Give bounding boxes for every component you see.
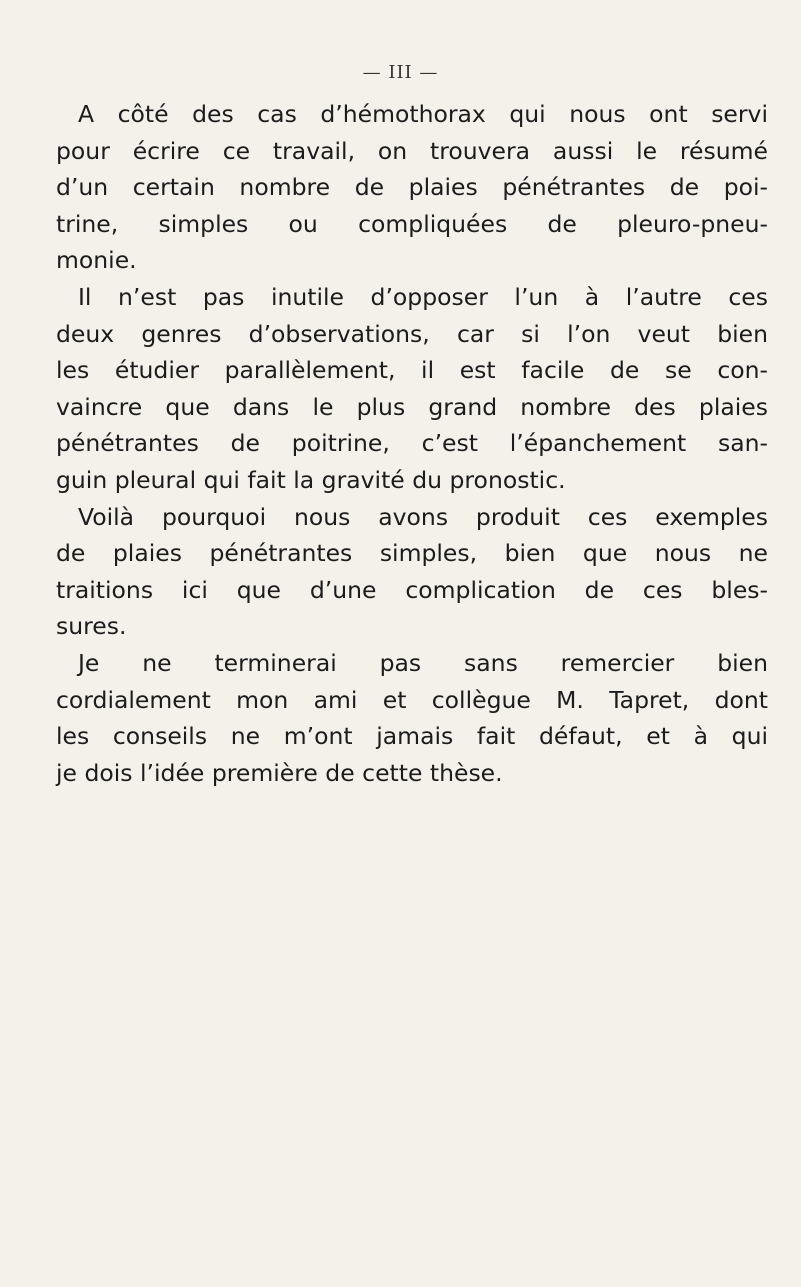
text-line: vaincre que dans le plus grand nombre des plaies [56,392,768,421]
text-line: Voilà pourquoi nous avons produit ces exemples [78,502,768,531]
text-line: pour écrire ce travail, on trouvera aussi le résumé [56,136,768,165]
text-line: de plaies pénétrantes simples, bien que nous ne [56,539,768,568]
text-line: traitions ici que d’une complication de ces bles- [56,575,768,604]
text-line: Je ne terminerai pas sans remercier bien [78,648,768,677]
text-line: Il n’est pas inutile d’opposer l’un à l’autre ces [78,282,768,311]
text-line: A côté des cas d’hémothorax qui nous ont servi [78,100,768,128]
text-line: cordialement mon ami et collègue M. Tapret, dont [56,685,768,714]
text-line: deux genres d’observations, car si l’on veut bien [56,319,768,348]
text-line: guin pleural qui fait la gravité du pronostic. [56,465,566,494]
text-line: les étudier parallèlement, il est facile de se con- [56,356,768,385]
text-line: trine, simples ou compliquées de pleuro-pneu- [56,209,768,238]
text-line: sures. [56,612,127,641]
body-text [56,96,768,791]
page-number: — III — [362,62,439,83]
text-line: je dois l’idée première de cette thèse. [56,758,503,787]
text-line: les conseils ne m’ont jamais fait défaut, et à qui [56,722,768,751]
text-line: monie. [56,246,137,275]
text-line: pénétrantes de poitrine, c’est l’épanchement san- [56,429,768,458]
text-line: d’un certain nombre de plaies pénétrantes de poi- [56,173,768,202]
